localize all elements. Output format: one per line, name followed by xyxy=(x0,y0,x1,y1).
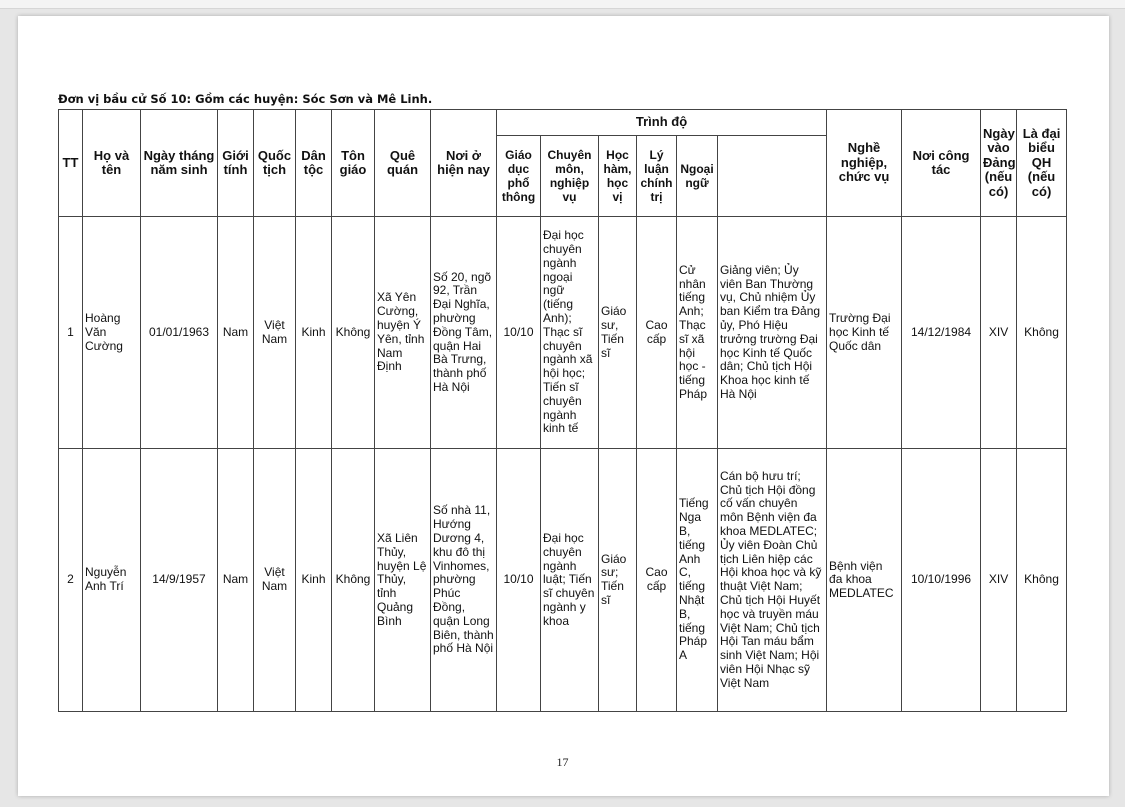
header-hometown: Quê quán xyxy=(375,110,431,217)
cell-gender: Nam xyxy=(218,217,254,449)
cell-name: Hoàng Văn Cường xyxy=(83,217,141,449)
cell-hometown: Xã Liên Thủy, huyện Lệ Thủy, tỉnh Quảng Bình xyxy=(375,449,431,712)
cell-occupation: Giảng viên; Ủy viên Ban Thường vụ, Chủ nhiệm Ủy ban Kiểm tra Đảng ủy, Phó Hiệu trưởng trường Đại học Kinh tế Quốc dân; Chủ tịch Hội Khoa học kinh tế Hà Nội xyxy=(718,217,827,449)
cell-na-delegate: XIV xyxy=(981,449,1017,712)
cell-academic-title: Giáo sư, Tiến sĩ xyxy=(599,217,637,449)
cell-ethnicity: Kinh xyxy=(296,449,332,712)
table-row xyxy=(59,217,1067,449)
cell-occupation: Cán bộ hưu trí; Chủ tịch Hội đồng cố vấn chuyên môn Bệnh viện đa khoa MEDLATEC; Ủy viên Đoàn Chủ tịch Liên hiệp các Hội khoa học và kỹ thuật Việt Nam; Chủ tịch Hội Huyết học và truyền máu Việt Nam; Chủ tịch Hội Tan máu bẩm sinh Việt Nam; Hội viên Hội Nhạc sỹ Việt Nam xyxy=(718,449,827,712)
cell-party-date: 10/10/1996 xyxy=(902,449,981,712)
header-general-education: Giáo dục phổ thông xyxy=(497,136,541,217)
header-education-group: Trình độ xyxy=(497,110,827,136)
header-workplace: Nơi công tác xyxy=(902,110,981,217)
cell-ethnicity: Kinh xyxy=(296,217,332,449)
previous-page-edge xyxy=(0,0,1125,9)
cell-residence: Số 20, ngõ 92, Trần Đại Nghĩa, phường Đồng Tâm, quận Hai Bà Trưng, thành phố Hà Nội xyxy=(431,217,497,449)
page-number: 17 xyxy=(556,755,569,769)
cell-workplace: Bệnh viện đa khoa MEDLATEC xyxy=(827,449,902,712)
cell-name: Nguyễn Anh Trí xyxy=(83,449,141,712)
cell-workplace: Trường Đại học Kinh tế Quốc dân xyxy=(827,217,902,449)
section-heading: Đơn vị bầu cử Số 10: Gồm các huyện: Sóc Sơn và Mê Linh. xyxy=(58,92,433,106)
cell-hometown: Xã Yên Cường, huyện Ý Yên, tỉnh Nam Định xyxy=(375,217,431,449)
header-name: Họ và tên xyxy=(83,110,141,217)
cell-council-delegate: Không xyxy=(1017,449,1067,712)
cell-religion: Không xyxy=(332,217,375,449)
cell-tt: 1 xyxy=(59,217,83,449)
cell-dob: 01/01/1963 xyxy=(141,217,218,449)
cell-general-education: 10/10 xyxy=(497,217,541,449)
header-dob: Ngày tháng năm sinh xyxy=(141,110,218,217)
cell-foreign-language: Cử nhân tiếng Anh; Thạc sĩ xã hội học - tiếng Pháp xyxy=(677,217,718,449)
header-party-date: Ngày vào Đảng (nếu có) xyxy=(981,110,1017,217)
header-tt: TT xyxy=(59,110,83,217)
cell-nationality: Việt Nam xyxy=(254,217,296,449)
cell-nationality: Việt Nam xyxy=(254,449,296,712)
cell-specialty: Đại học chuyên ngành luật; Tiến sĩ chuyên ngành y khoa xyxy=(541,449,599,712)
cell-party-date: 14/12/1984 xyxy=(902,217,981,449)
header-gender: Giới tính xyxy=(218,110,254,217)
cell-residence: Số nhà 11, Hướng Dương 4, khu đô thị Vinhomes, phường Phúc Đồng, quận Long Biên, thành phố Hà Nội xyxy=(431,449,497,712)
cell-academic-title: Giáo sư; Tiến sĩ xyxy=(599,449,637,712)
header-academic-title: Học hàm, học vị xyxy=(599,136,637,217)
table-row xyxy=(59,449,1067,712)
cell-political-theory: Cao cấp xyxy=(637,217,677,449)
cell-political-theory: Cao cấp xyxy=(637,449,677,712)
header-occupation: Nghề nghiệp, chức vụ xyxy=(827,110,902,217)
header-specialty: Chuyên môn, nghiệp vụ xyxy=(541,136,599,217)
header-nationality: Quốc tịch xyxy=(254,110,296,217)
cell-tt: 2 xyxy=(59,449,83,712)
cell-general-education: 10/10 xyxy=(497,449,541,712)
header-political-theory: Lý luận chính trị xyxy=(637,136,677,217)
candidate-table xyxy=(58,109,1067,712)
header-na-delegate: Là đại biểu QH (nếu có) xyxy=(1017,110,1067,217)
cell-gender: Nam xyxy=(218,449,254,712)
header-religion: Tôn giáo xyxy=(332,110,375,217)
header-foreign-language: Ngoại ngữ xyxy=(677,136,718,217)
cell-na-delegate: XIV xyxy=(981,217,1017,449)
cell-foreign-language: Tiếng Nga B, tiếng Anh C, tiếng Nhật B, tiếng Pháp A xyxy=(677,449,718,712)
cell-specialty: Đại học chuyên ngành ngoại ngữ (tiếng Anh); Thạc sĩ chuyên ngành xã hội học; Tiến sĩ chuyên ngành kinh tế xyxy=(541,217,599,449)
header-residence: Nơi ở hiện nay xyxy=(431,110,497,217)
header-ethnicity: Dân tộc xyxy=(296,110,332,217)
cell-council-delegate: Không xyxy=(1017,217,1067,449)
cell-religion: Không xyxy=(332,449,375,712)
cell-dob: 14/9/1957 xyxy=(141,449,218,712)
